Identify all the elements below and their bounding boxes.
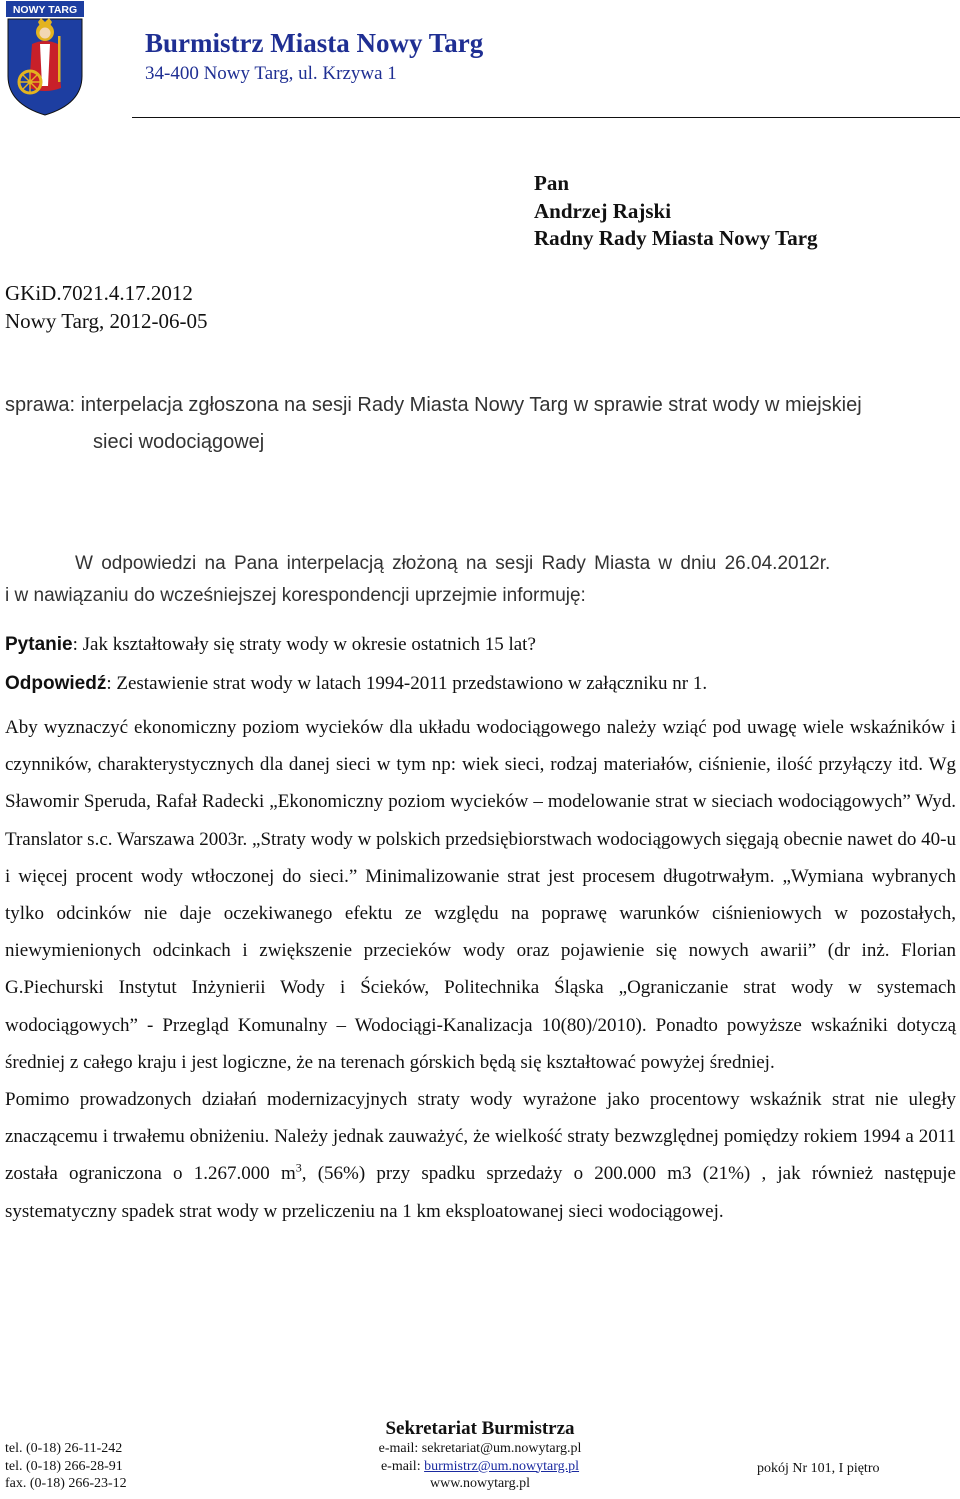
place-date: Nowy Targ, 2012-06-05: [5, 308, 208, 333]
answer-text: : Zestawienie strat wody w latach 1994-2011 przedstawiono w załączniku nr 1.: [106, 673, 708, 694]
footer-office-title: Sekretariat Burmistrza: [385, 1418, 575, 1439]
reference-block: [5, 280, 207, 335]
footer-phones: [5, 1440, 127, 1493]
body-paragraph-2: Pomimo prowadzonych działań modernizacyjnych straty wody wyrażone jako procentowy wskaźnik strat nie uległy znaczącemu i trwałemu obniżeniu. Należy jednak zauważyć, że wielkość straty bezwzględnej pomiędzy rokiem 1994 a 2011 została ograniczona o 1.267.000 $m^3$, (56%) przy spadku sprzedaży o 200.000 m3 (21%) , jak również następuje systematyczny spadek strat wody w przeliczeniu na 1 km eksploatowanej sieci wodociągowej.: [5, 1089, 956, 1222]
question-label: Pytanie: [5, 634, 73, 655]
footer-email-mayor: e-mail: burmistrz@um.nowytarg.pl: [380, 1458, 580, 1474]
crest-text: NOWY TARG: [12, 4, 78, 16]
recipient-salutation: Pan: [534, 171, 570, 195]
subject-text-1: sprawa: interpelacja zgłoszona na sesji Rady Miasta Nowy Targ w sprawie strat wody w miejskiej: [5, 394, 862, 416]
letterhead-title: Burmistrz Miasta Nowy Targ: [145, 28, 484, 58]
footer-tel-1: tel. (0-18) 26-11-242: [5, 1441, 123, 1456]
footer-fax: fax. (0-18) 266-23-12: [5, 1476, 127, 1491]
footer-email-secretariat: e-mail: sekretariat@um.nowytarg.pl: [378, 1441, 582, 1456]
subject-line: [5, 387, 957, 461]
body-paragraph-1: Aby wyznaczyć ekonomiczny poziom wycieków dla układu wodociągowego należy wziąć pod uwagę wiele wskaźników i czynników, charakterystycznych dla danej sieci w tym np: wiek sieci, rodzaj materiałów, ciśnienie, ilość przyłączy itd. Wg Sławomir Speruda, Rafał Radecki „Ekonomiczny poziom wycieków – modelowanie strat w sieciach wodociągowych” Wyd. Translator s.c. Warszawa 2003r. „Straty wody w polskich przedsiębiorstwach wodociągowych sięgają obecnie nawet do 40-u i więcej procent wody wtłoczonej do sieci.” Minimalizowanie strat jest procesem długotrwałym. „Wymiana wybranych tylko odcinków nie daje oczekiwanego efektu ze względu na poprawę warunków ciśnieniowych w pozostałych, niewymienionych odcinkach i zwiększenie przecieków wody oraz pojawienie się nowych awarii” (dr inż. Florian G.Piechurski Instytut Inżynierii Wody i Ścieków, Politechnika Śląska „Ograniczanie strat wody w systemach wodociągowych” - Przegląd Komunalny – Wodociągi-Kanalizacja 10(80)/2010). Ponadto powyższe wskaźniki dotyczą średniej z całego kraju i jest logiczne, że na terenach górskich będą się kształtować powyżej średniej.: [5, 717, 956, 1073]
mayor-email-link[interactable]: burmistrz@um.nowytarg.pl: [424, 1458, 580, 1474]
letter-body: [5, 709, 956, 1230]
recipient-title: Radny Rady Miasta Nowy Targ: [534, 226, 818, 250]
opening-line-2: i w nawiązaniu do wcześniejszej korespondencji uprzejmie informuję:: [5, 585, 586, 606]
saint-head-icon: [40, 28, 51, 39]
footer-website: www.nowytarg.pl: [430, 1476, 530, 1491]
footer-contact-center: [300, 1417, 660, 1493]
opening-paragraph: [5, 548, 960, 612]
recipient-name: Andrzej Rajski: [534, 198, 672, 223]
case-number: GKiD.7021.4.17.2012: [5, 281, 193, 305]
answer-label: Odpowiedź: [5, 673, 107, 694]
answer-line: [5, 671, 960, 697]
question-line: [5, 632, 960, 658]
city-crest-icon: [4, 0, 86, 116]
footer-tel-2: tel. (0-18) 266-28-91: [5, 1458, 123, 1474]
letterhead-divider: [132, 117, 960, 118]
staff-icon: [58, 36, 61, 82]
superscript-unit: 3: [295, 1161, 302, 1176]
opening-line-1: W odpowiedzi na Pana interpelacją złożoną na sesji Rady Miasta w dniu 26.04.2012r.: [75, 553, 831, 574]
subject-text-2: sieci wodociągowej: [93, 431, 265, 453]
letterhead-address: 34-400 Nowy Targ, ul. Krzywa 1: [145, 63, 397, 84]
recipient-block: [534, 170, 818, 253]
footer-room: pokój Nr 101, I piętro: [757, 1461, 880, 1476]
question-text: : Jak kształtowały się straty wody w okresie ostatnich 15 lat?: [72, 634, 536, 655]
